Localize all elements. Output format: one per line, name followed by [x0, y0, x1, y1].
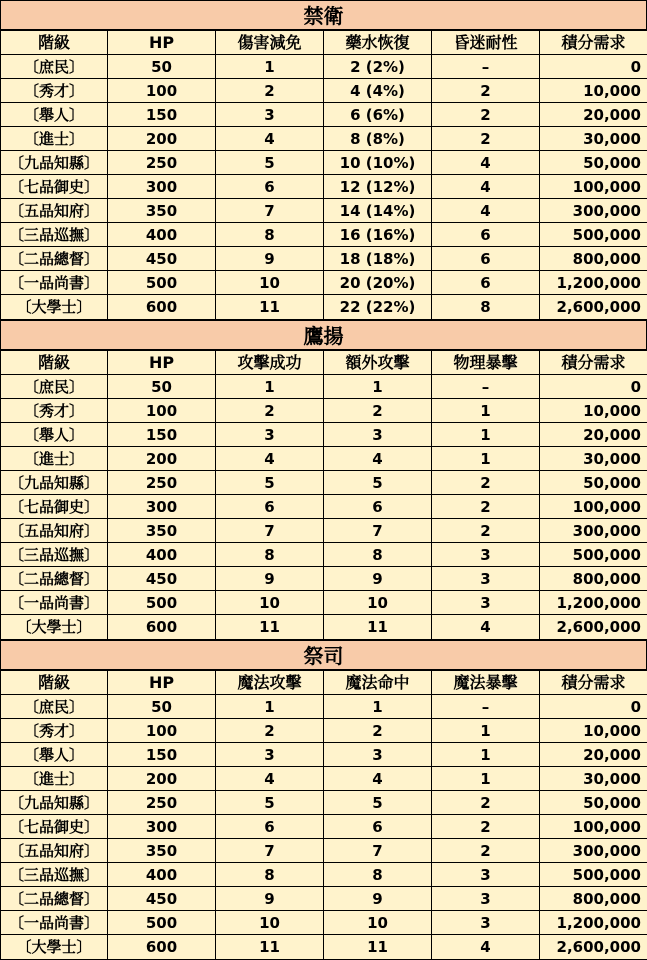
cell-hp: 250 [108, 151, 216, 175]
table-row [1, 399, 647, 423]
cell-stat-3: 1 [432, 399, 540, 423]
column-header-stat-3: 物理暴擊 [432, 351, 540, 375]
table-row [1, 743, 647, 767]
cell-score: 500,000 [540, 863, 647, 887]
cell-stat-1: 1 [216, 695, 324, 719]
cell-hp: 100 [108, 79, 216, 103]
cell-rank: 〔秀才〕 [1, 399, 108, 423]
cell-score: 30,000 [540, 127, 647, 151]
cell-score: 50,000 [540, 471, 647, 495]
cell-stat-1: 6 [216, 495, 324, 519]
cell-score: 300,000 [540, 839, 647, 863]
cell-stat-3: 3 [432, 863, 540, 887]
cell-hp: 600 [108, 295, 216, 320]
table-row [1, 615, 647, 640]
cell-stat-3: 3 [432, 543, 540, 567]
cell-rank: 〔七品御史〕 [1, 495, 108, 519]
cell-stat-1: 3 [216, 743, 324, 767]
cell-hp: 400 [108, 863, 216, 887]
cell-rank: 〔七品御史〕 [1, 175, 108, 199]
cell-stat-3: 2 [432, 495, 540, 519]
table-row [1, 103, 647, 127]
cell-rank: 〔秀才〕 [1, 79, 108, 103]
cell-stat-1: 2 [216, 399, 324, 423]
column-header-rank: 階級 [1, 31, 108, 55]
eagle-table [0, 350, 647, 640]
cell-hp: 400 [108, 543, 216, 567]
table-row [1, 423, 647, 447]
cell-stat-1: 7 [216, 519, 324, 543]
cell-stat-1: 10 [216, 591, 324, 615]
cell-hp: 500 [108, 271, 216, 295]
cell-stat-3: 2 [432, 839, 540, 863]
cell-stat-2: 1 [324, 695, 432, 719]
cell-stat-1: 11 [216, 935, 324, 960]
cell-rank: 〔大學士〕 [1, 935, 108, 960]
priest-section [0, 640, 647, 960]
cell-stat-2: 6 [324, 495, 432, 519]
cell-hp: 150 [108, 743, 216, 767]
cell-hp: 100 [108, 399, 216, 423]
cell-score: 100,000 [540, 495, 647, 519]
cell-stat-1: 4 [216, 447, 324, 471]
cell-hp: 450 [108, 567, 216, 591]
cell-rank: 〔庶民〕 [1, 55, 108, 79]
cell-stat-2: 9 [324, 567, 432, 591]
cell-score: 800,000 [540, 887, 647, 911]
cell-score: 10,000 [540, 399, 647, 423]
cell-stat-3: 6 [432, 271, 540, 295]
cell-stat-2: 18 (18%) [324, 247, 432, 271]
cell-stat-1: 6 [216, 815, 324, 839]
cell-rank: 〔一品尚書〕 [1, 911, 108, 935]
column-header-stat-1: 攻擊成功 [216, 351, 324, 375]
cell-rank: 〔三品巡撫〕 [1, 863, 108, 887]
table-row [1, 935, 647, 960]
table-row [1, 591, 647, 615]
cell-score: 50,000 [540, 791, 647, 815]
cell-stat-1: 10 [216, 271, 324, 295]
cell-rank: 〔進士〕 [1, 767, 108, 791]
table-row [1, 55, 647, 79]
cell-stat-1: 8 [216, 223, 324, 247]
cell-score: 10,000 [540, 79, 647, 103]
cell-stat-3: 2 [432, 815, 540, 839]
cell-hp: 450 [108, 887, 216, 911]
cell-stat-3: 1 [432, 743, 540, 767]
cell-score: 500,000 [540, 223, 647, 247]
cell-rank: 〔大學士〕 [1, 615, 108, 640]
column-header-stat-1: 傷害減免 [216, 31, 324, 55]
cell-hp: 350 [108, 199, 216, 223]
cell-stat-3: 3 [432, 911, 540, 935]
guard-section [0, 0, 647, 320]
cell-rank: 〔九品知縣〕 [1, 791, 108, 815]
column-header-score: 積分需求 [540, 671, 647, 695]
cell-rank: 〔進士〕 [1, 447, 108, 471]
cell-hp: 150 [108, 103, 216, 127]
cell-stat-2: 4 (4%) [324, 79, 432, 103]
cell-hp: 150 [108, 423, 216, 447]
cell-stat-2: 3 [324, 423, 432, 447]
cell-stat-2: 2 (2%) [324, 55, 432, 79]
table-row [1, 695, 647, 719]
cell-hp: 200 [108, 767, 216, 791]
cell-stat-2: 7 [324, 519, 432, 543]
table-row [1, 839, 647, 863]
cell-stat-1: 7 [216, 199, 324, 223]
cell-score: 300,000 [540, 199, 647, 223]
cell-stat-2: 5 [324, 471, 432, 495]
cell-stat-1: 1 [216, 55, 324, 79]
cell-stat-2: 10 [324, 911, 432, 935]
cell-rank: 〔舉人〕 [1, 743, 108, 767]
cell-stat-2: 10 [324, 591, 432, 615]
cell-stat-3: 2 [432, 791, 540, 815]
cell-stat-2: 16 (16%) [324, 223, 432, 247]
cell-score: 2,600,000 [540, 615, 647, 640]
cell-stat-3: 3 [432, 887, 540, 911]
cell-score: 0 [540, 55, 647, 79]
cell-hp: 600 [108, 935, 216, 960]
cell-stat-2: 9 [324, 887, 432, 911]
cell-stat-1: 2 [216, 79, 324, 103]
cell-rank: 〔秀才〕 [1, 719, 108, 743]
table-row [1, 79, 647, 103]
cell-rank: 〔進士〕 [1, 127, 108, 151]
cell-score: 0 [540, 375, 647, 399]
cell-score: 1,200,000 [540, 911, 647, 935]
column-header-hp: HP [108, 31, 216, 55]
column-header-stat-2: 藥水恢復 [324, 31, 432, 55]
cell-hp: 50 [108, 375, 216, 399]
cell-stat-1: 9 [216, 887, 324, 911]
table-row [1, 223, 647, 247]
column-header-hp: HP [108, 671, 216, 695]
cell-rank: 〔三品巡撫〕 [1, 543, 108, 567]
cell-score: 10,000 [540, 719, 647, 743]
cell-score: 500,000 [540, 543, 647, 567]
cell-stat-2: 8 [324, 543, 432, 567]
cell-stat-2: 8 [324, 863, 432, 887]
cell-stat-2: 4 [324, 767, 432, 791]
cell-score: 100,000 [540, 815, 647, 839]
cell-hp: 300 [108, 175, 216, 199]
cell-rank: 〔二品總督〕 [1, 247, 108, 271]
table-row [1, 815, 647, 839]
cell-hp: 500 [108, 591, 216, 615]
cell-score: 800,000 [540, 567, 647, 591]
cell-stat-2: 5 [324, 791, 432, 815]
table-row [1, 199, 647, 223]
cell-stat-1: 4 [216, 127, 324, 151]
cell-stat-1: 1 [216, 375, 324, 399]
table-row [1, 151, 647, 175]
cell-stat-1: 8 [216, 543, 324, 567]
cell-rank: 〔一品尚書〕 [1, 271, 108, 295]
cell-hp: 350 [108, 839, 216, 863]
cell-rank: 〔七品御史〕 [1, 815, 108, 839]
header-row [1, 351, 647, 375]
cell-rank: 〔舉人〕 [1, 423, 108, 447]
column-header-hp: HP [108, 351, 216, 375]
column-header-score: 積分需求 [540, 31, 647, 55]
cell-hp: 400 [108, 223, 216, 247]
cell-stat-3: 1 [432, 447, 540, 471]
column-header-stat-3: 魔法暴擊 [432, 671, 540, 695]
cell-hp: 300 [108, 495, 216, 519]
table-row [1, 175, 647, 199]
cell-stat-3: – [432, 695, 540, 719]
guard-table [0, 30, 647, 320]
table-row [1, 271, 647, 295]
section-title: 鷹揚 [0, 320, 647, 350]
cell-rank: 〔五品知府〕 [1, 839, 108, 863]
table-row [1, 567, 647, 591]
cell-hp: 250 [108, 471, 216, 495]
cell-stat-1: 10 [216, 911, 324, 935]
cell-stat-3: 2 [432, 127, 540, 151]
cell-hp: 200 [108, 447, 216, 471]
cell-hp: 350 [108, 519, 216, 543]
cell-stat-3: 2 [432, 471, 540, 495]
cell-stat-2: 11 [324, 615, 432, 640]
cell-stat-2: 12 (12%) [324, 175, 432, 199]
cell-stat-1: 3 [216, 423, 324, 447]
cell-hp: 500 [108, 911, 216, 935]
cell-stat-2: 2 [324, 719, 432, 743]
cell-stat-3: 4 [432, 199, 540, 223]
cell-score: 50,000 [540, 151, 647, 175]
table-row [1, 471, 647, 495]
priest-table [0, 670, 647, 960]
cell-rank: 〔二品總督〕 [1, 887, 108, 911]
cell-score: 1,200,000 [540, 271, 647, 295]
cell-stat-3: 2 [432, 79, 540, 103]
cell-score: 20,000 [540, 743, 647, 767]
eagle-section [0, 320, 647, 640]
table-row [1, 719, 647, 743]
section-title: 禁衛 [0, 0, 647, 30]
column-header-stat-2: 額外攻擊 [324, 351, 432, 375]
cell-rank: 〔五品知府〕 [1, 519, 108, 543]
cell-stat-1: 7 [216, 839, 324, 863]
cell-stat-3: – [432, 55, 540, 79]
column-header-stat-2: 魔法命中 [324, 671, 432, 695]
cell-stat-3: 3 [432, 567, 540, 591]
section-title: 祭司 [0, 640, 647, 670]
cell-score: 300,000 [540, 519, 647, 543]
cell-stat-1: 9 [216, 247, 324, 271]
cell-score: 30,000 [540, 447, 647, 471]
cell-stat-1: 11 [216, 615, 324, 640]
cell-stat-2: 3 [324, 743, 432, 767]
cell-stat-2: 1 [324, 375, 432, 399]
cell-stat-1: 11 [216, 295, 324, 320]
cell-score: 2,600,000 [540, 935, 647, 960]
cell-stat-2: 4 [324, 447, 432, 471]
table-row [1, 375, 647, 399]
cell-stat-3: 2 [432, 519, 540, 543]
cell-stat-2: 20 (20%) [324, 271, 432, 295]
cell-score: 0 [540, 695, 647, 719]
cell-stat-1: 8 [216, 863, 324, 887]
cell-stat-1: 5 [216, 151, 324, 175]
cell-score: 2,600,000 [540, 295, 647, 320]
table-row [1, 447, 647, 471]
cell-stat-1: 3 [216, 103, 324, 127]
table-row [1, 295, 647, 320]
cell-score: 20,000 [540, 423, 647, 447]
cell-rank: 〔九品知縣〕 [1, 471, 108, 495]
table-row [1, 127, 647, 151]
column-header-score: 積分需求 [540, 351, 647, 375]
cell-hp: 250 [108, 791, 216, 815]
cell-stat-1: 2 [216, 719, 324, 743]
cell-stat-3: 1 [432, 719, 540, 743]
cell-stat-3: 4 [432, 151, 540, 175]
cell-stat-3: 2 [432, 103, 540, 127]
cell-rank: 〔庶民〕 [1, 695, 108, 719]
cell-rank: 〔九品知縣〕 [1, 151, 108, 175]
table-row [1, 543, 647, 567]
column-header-stat-1: 魔法攻擊 [216, 671, 324, 695]
cell-stat-2: 7 [324, 839, 432, 863]
cell-rank: 〔庶民〕 [1, 375, 108, 399]
cell-hp: 600 [108, 615, 216, 640]
header-row [1, 671, 647, 695]
table-row [1, 863, 647, 887]
table-row [1, 495, 647, 519]
table-row [1, 791, 647, 815]
cell-stat-1: 6 [216, 175, 324, 199]
table-row [1, 887, 647, 911]
cell-stat-2: 14 (14%) [324, 199, 432, 223]
cell-stat-3: 4 [432, 935, 540, 960]
column-header-stat-3: 昏迷耐性 [432, 31, 540, 55]
cell-stat-2: 6 [324, 815, 432, 839]
cell-hp: 200 [108, 127, 216, 151]
cell-rank: 〔二品總督〕 [1, 567, 108, 591]
cell-stat-2: 2 [324, 399, 432, 423]
header-row [1, 31, 647, 55]
cell-rank: 〔舉人〕 [1, 103, 108, 127]
cell-stat-3: 3 [432, 591, 540, 615]
cell-stat-2: 11 [324, 935, 432, 960]
cell-stat-2: 10 (10%) [324, 151, 432, 175]
cell-hp: 450 [108, 247, 216, 271]
cell-hp: 50 [108, 695, 216, 719]
table-row [1, 767, 647, 791]
cell-score: 1,200,000 [540, 591, 647, 615]
cell-stat-1: 5 [216, 791, 324, 815]
cell-score: 100,000 [540, 175, 647, 199]
cell-rank: 〔三品巡撫〕 [1, 223, 108, 247]
table-row [1, 911, 647, 935]
cell-stat-3: 6 [432, 247, 540, 271]
table-row [1, 247, 647, 271]
column-header-rank: 階級 [1, 671, 108, 695]
cell-stat-3: 4 [432, 615, 540, 640]
cell-stat-1: 9 [216, 567, 324, 591]
cell-stat-2: 8 (8%) [324, 127, 432, 151]
cell-hp: 100 [108, 719, 216, 743]
table-row [1, 519, 647, 543]
cell-hp: 50 [108, 55, 216, 79]
cell-score: 30,000 [540, 767, 647, 791]
cell-stat-3: – [432, 375, 540, 399]
cell-stat-1: 4 [216, 767, 324, 791]
cell-hp: 300 [108, 815, 216, 839]
cell-stat-3: 1 [432, 423, 540, 447]
cell-stat-3: 8 [432, 295, 540, 320]
cell-rank: 〔大學士〕 [1, 295, 108, 320]
cell-rank: 〔一品尚書〕 [1, 591, 108, 615]
cell-stat-3: 1 [432, 767, 540, 791]
cell-score: 800,000 [540, 247, 647, 271]
cell-stat-3: 6 [432, 223, 540, 247]
cell-stat-2: 22 (22%) [324, 295, 432, 320]
column-header-rank: 階級 [1, 351, 108, 375]
cell-score: 20,000 [540, 103, 647, 127]
cell-rank: 〔五品知府〕 [1, 199, 108, 223]
cell-stat-3: 4 [432, 175, 540, 199]
cell-stat-1: 5 [216, 471, 324, 495]
cell-stat-2: 6 (6%) [324, 103, 432, 127]
